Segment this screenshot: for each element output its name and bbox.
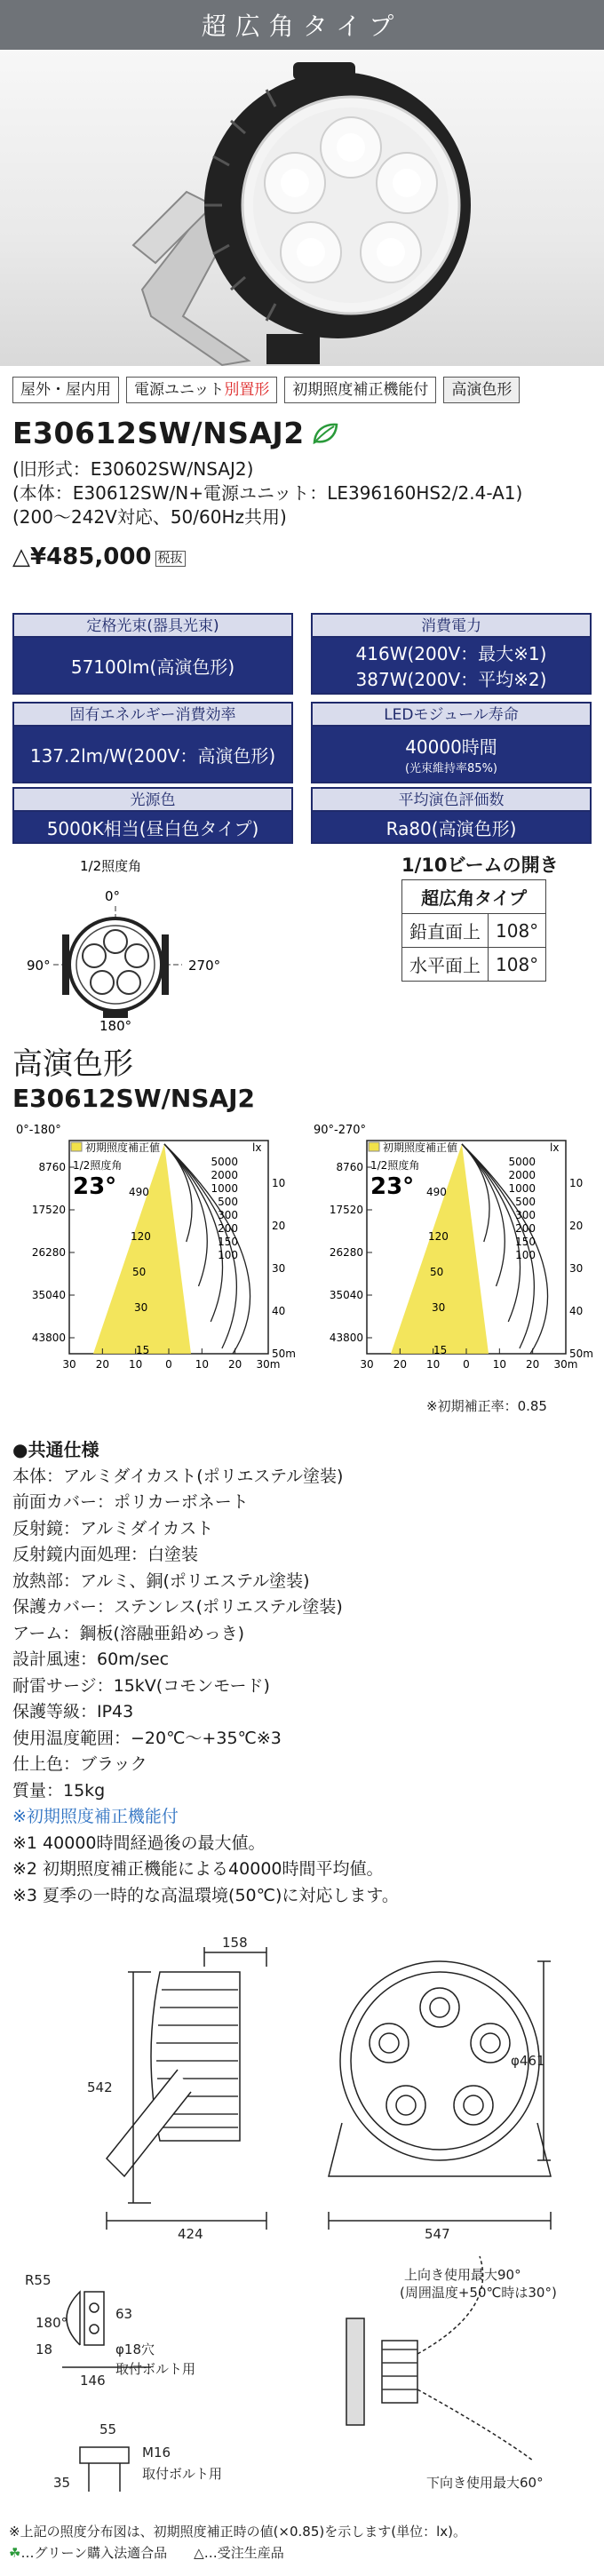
dist-tick: 10	[569, 1177, 584, 1189]
x-tick: 30m	[256, 1358, 281, 1371]
lx-tick: 2000	[211, 1169, 238, 1181]
x-tick: 0	[463, 1358, 470, 1371]
common-spec-list	[12, 1437, 399, 1909]
footer-note-1: ※上記の照度分布図は、初期照度補正時の値(×0.85)を示します(単位：lx)。	[9, 2524, 466, 2540]
svg-text:542: 542	[87, 2079, 113, 2095]
half-angle-label: 1/2照度角	[80, 858, 142, 874]
product-photo	[0, 50, 604, 366]
dist-tick: 10	[272, 1177, 286, 1189]
lx-tick: 1000	[211, 1182, 238, 1195]
spec-item: ※1 40000時間経過後の最大値。	[12, 1833, 266, 1853]
x-tick: 20	[393, 1358, 407, 1371]
svg-text:63: 63	[115, 2306, 133, 2322]
x-tick: 0	[165, 1358, 172, 1371]
spec-item: ※2 初期照度補正機能による40000時間平均値。	[12, 1859, 384, 1879]
dist-tick: 30	[569, 1262, 584, 1275]
illuminance-chart-90-270	[306, 1121, 595, 1387]
svg-text:取付ボルト用: 取付ボルト用	[142, 2466, 223, 2482]
lx-tick: 300	[218, 1209, 238, 1221]
spec-item: 前面カバー：ポリカーボネート	[12, 1492, 249, 1512]
x-tick: 30	[62, 1358, 76, 1371]
x-tick: 30	[360, 1358, 374, 1371]
spec-luminous-flux: 定格光束(器具光束) 57100lm(高演色形)	[12, 613, 293, 695]
lx-tick: 100	[218, 1249, 238, 1261]
dist-tick: 50m	[569, 1348, 593, 1360]
svg-text:(周囲温度+50℃時は30°): (周囲温度+50℃時は30°)	[400, 2285, 557, 2301]
svg-text:180°: 180°	[36, 2315, 68, 2331]
svg-text:φ461: φ461	[511, 2053, 545, 2069]
svg-text:158: 158	[222, 1935, 248, 1951]
spec-power: 消費電力 416W(200V：最大※1) 387W(200V：平均※2)	[311, 613, 592, 695]
spec-item: 使用温度範囲：−20℃〜+35℃※3	[12, 1728, 282, 1748]
chart-note: ※初期補正率：0.85	[426, 1398, 547, 1414]
x-tick: 30m	[553, 1358, 578, 1371]
half-angle-value: 23°	[73, 1173, 117, 1200]
green-leaf-icon	[312, 422, 338, 445]
svg-text:下向き使用最大60°: 下向き使用最大60°	[426, 2475, 544, 2491]
lx-tick: 150	[515, 1236, 536, 1248]
old-model-line: (旧形式：E30602SW/NSAJ2)	[12, 458, 254, 480]
x-tick: 20	[228, 1358, 242, 1371]
svg-text:146: 146	[80, 2373, 106, 2389]
contour-label: 50	[430, 1266, 444, 1278]
y-tick: 43800	[31, 1332, 66, 1344]
spec-color-temp: 光源色 5000K相当(昼白色タイプ)	[12, 787, 293, 844]
half-angle-label: 1/2照度角	[73, 1159, 123, 1172]
svg-text:取付ボルト用: 取付ボルト用	[115, 2361, 196, 2377]
y-tick: 43800	[329, 1332, 363, 1344]
contour-label: 50	[132, 1266, 147, 1278]
svg-text:M16: M16	[142, 2445, 171, 2461]
svg-text:424: 424	[178, 2226, 203, 2242]
x-tick: 10	[195, 1358, 209, 1371]
spec-cri: 平均演色評価数 Ra80(高演色形)	[311, 787, 592, 844]
footer-note-2: ☘…グリーン購入法適合品 △…受注生産品	[9, 2545, 284, 2561]
y-tick: 17520	[329, 1204, 363, 1216]
lx-tick: 500	[515, 1196, 536, 1208]
lx-tick: 5000	[211, 1156, 238, 1168]
components-line: (本体：E30612SW/N+電源ユニット：LE396160HS2/2.4-A1)	[12, 482, 523, 504]
y-tick: 26280	[31, 1246, 66, 1259]
contour-label: 120	[428, 1230, 449, 1243]
half-angle-label: 1/2照度角	[370, 1159, 420, 1172]
beam-spread-table	[401, 879, 546, 982]
spec-item: 反射鏡：アルミダイカスト	[12, 1518, 214, 1538]
spec-item: 放熱部：アルミ、銅(ポリエステル塗装)	[12, 1570, 310, 1591]
dist-tick: 40	[569, 1305, 584, 1317]
chart-legend: 初期照度補正値	[85, 1141, 161, 1154]
x-tick: 20	[95, 1358, 109, 1371]
lx-tick: 500	[218, 1196, 238, 1208]
section-model: E30612SW/NSAJ2	[12, 1084, 255, 1113]
svg-text:547: 547	[425, 2226, 450, 2242]
chart-unit: lx	[252, 1141, 262, 1154]
contour-label: 15	[136, 1344, 150, 1356]
footer-notes	[9, 2521, 466, 2564]
feature-tags	[12, 377, 520, 403]
x-tick: 10	[129, 1358, 143, 1371]
lx-tick: 5000	[508, 1156, 536, 1168]
lx-tick: 200	[218, 1222, 238, 1235]
spec-led-life: LEDモジュール寿命 40000時間 (光束維持率85%)	[311, 702, 592, 783]
chart-plane-label: 0°-180°	[16, 1124, 61, 1137]
contour-label: 30	[432, 1301, 446, 1314]
contour-label: 120	[131, 1230, 151, 1243]
beam-header: 超広角タイプ	[402, 880, 546, 914]
lx-tick: 150	[218, 1236, 238, 1248]
dist-tick: 20	[569, 1220, 584, 1232]
lx-tick: 2000	[508, 1169, 536, 1181]
tag-initial-correction: 初期照度補正機能付	[284, 377, 436, 403]
beam-spread-title: 1/10ビームの開き	[401, 855, 559, 876]
section-title: 高演色形	[12, 1046, 133, 1082]
x-tick: 10	[492, 1358, 506, 1371]
lx-tick: 200	[515, 1222, 536, 1235]
spec-efficiency: 固有エネルギー消費効率 137.2lm/W(200V：高演色形)	[12, 702, 293, 783]
spec-item: ●共通仕様	[12, 1439, 99, 1460]
spec-item: 質量：15kg	[12, 1780, 106, 1801]
angle-left: 90°	[27, 958, 51, 974]
chart-legend: 初期照度補正値	[383, 1141, 458, 1154]
x-tick: 10	[426, 1358, 441, 1371]
spec-item: 本体：アルミダイカスト(ポリエステル塗装)	[12, 1466, 344, 1486]
spec-item: 保護等級：IP43	[12, 1702, 134, 1721]
contour-label: 30	[134, 1301, 148, 1314]
half-angle-value: 23°	[370, 1173, 415, 1200]
spec-item: アーム：鋼板(溶融亜鉛めっき)	[12, 1623, 245, 1643]
model-number: E30612SW/NSAJ2	[12, 416, 338, 450]
dist-tick: 20	[272, 1220, 286, 1232]
contour-label: 15	[433, 1344, 448, 1356]
svg-text:上向き使用最大90°: 上向き使用最大90°	[404, 2267, 521, 2283]
legend-swatch	[71, 1142, 82, 1151]
angle-top: 0°	[105, 888, 121, 904]
lx-tick: 300	[515, 1209, 536, 1221]
y-tick: 35040	[329, 1289, 363, 1301]
spec-item: ※3 夏季の一時的な高温環境(50℃)に対応します。	[12, 1885, 399, 1905]
y-tick: 8760	[336, 1161, 363, 1173]
tag-high-color: 高演色形	[443, 377, 520, 403]
svg-text:35: 35	[53, 2475, 71, 2491]
tag-indoor-outdoor: 屋外・屋内用	[12, 377, 119, 403]
half-angle-diagram	[27, 856, 258, 1034]
angle-bottom: 180°	[99, 1018, 132, 1034]
svg-text:φ18穴: φ18穴	[115, 2341, 155, 2357]
svg-text:18: 18	[36, 2341, 53, 2357]
legend-swatch	[369, 1142, 379, 1151]
spec-item: 設計風速：60m/sec	[12, 1650, 170, 1669]
voltage-line: (200〜242V対応、50/60Hz共用)	[12, 506, 287, 528]
spec-item: 仕上色：ブラック	[12, 1754, 147, 1774]
svg-text:R55: R55	[25, 2272, 52, 2288]
chart-plane-label: 90°-270°	[314, 1124, 367, 1137]
dist-tick: 40	[272, 1305, 286, 1317]
x-tick: 20	[526, 1358, 540, 1371]
tag-power-unit: 電源ユニット別置形	[126, 377, 277, 403]
dimension-drawings	[0, 1936, 604, 2505]
dist-tick: 30	[272, 1262, 286, 1275]
lx-tick: 1000	[508, 1182, 536, 1195]
angle-right: 270°	[188, 958, 221, 974]
y-tick: 35040	[31, 1289, 66, 1301]
lx-tick: 100	[515, 1249, 536, 1261]
table-row: 水平面上 108°	[402, 948, 546, 982]
illuminance-chart-0-180	[9, 1121, 296, 1387]
spec-item: 耐雷サージ：15kV(コモンモード)	[12, 1675, 270, 1696]
spec-item: ※初期照度補正機能付	[12, 1807, 179, 1826]
chart-unit: lx	[550, 1141, 560, 1154]
contour-label: 490	[426, 1186, 447, 1198]
spec-item: 保護カバー：ステンレス(ポリエステル塗装)	[12, 1597, 343, 1617]
y-tick: 26280	[329, 1246, 363, 1259]
spec-item: 反射鏡内面処理：白塗装	[12, 1545, 199, 1564]
svg-text:55: 55	[99, 2421, 117, 2437]
dist-tick: 50m	[272, 1348, 296, 1360]
type-banner: 超広角タイプ	[0, 0, 604, 50]
table-row: 鉛直面上 108°	[402, 914, 546, 948]
contour-label: 490	[129, 1186, 149, 1198]
green-leaf-icon: ☘	[9, 2545, 21, 2561]
y-tick: 17520	[31, 1204, 66, 1216]
price: △¥485,000 税抜	[12, 544, 186, 570]
y-tick: 8760	[38, 1161, 66, 1173]
